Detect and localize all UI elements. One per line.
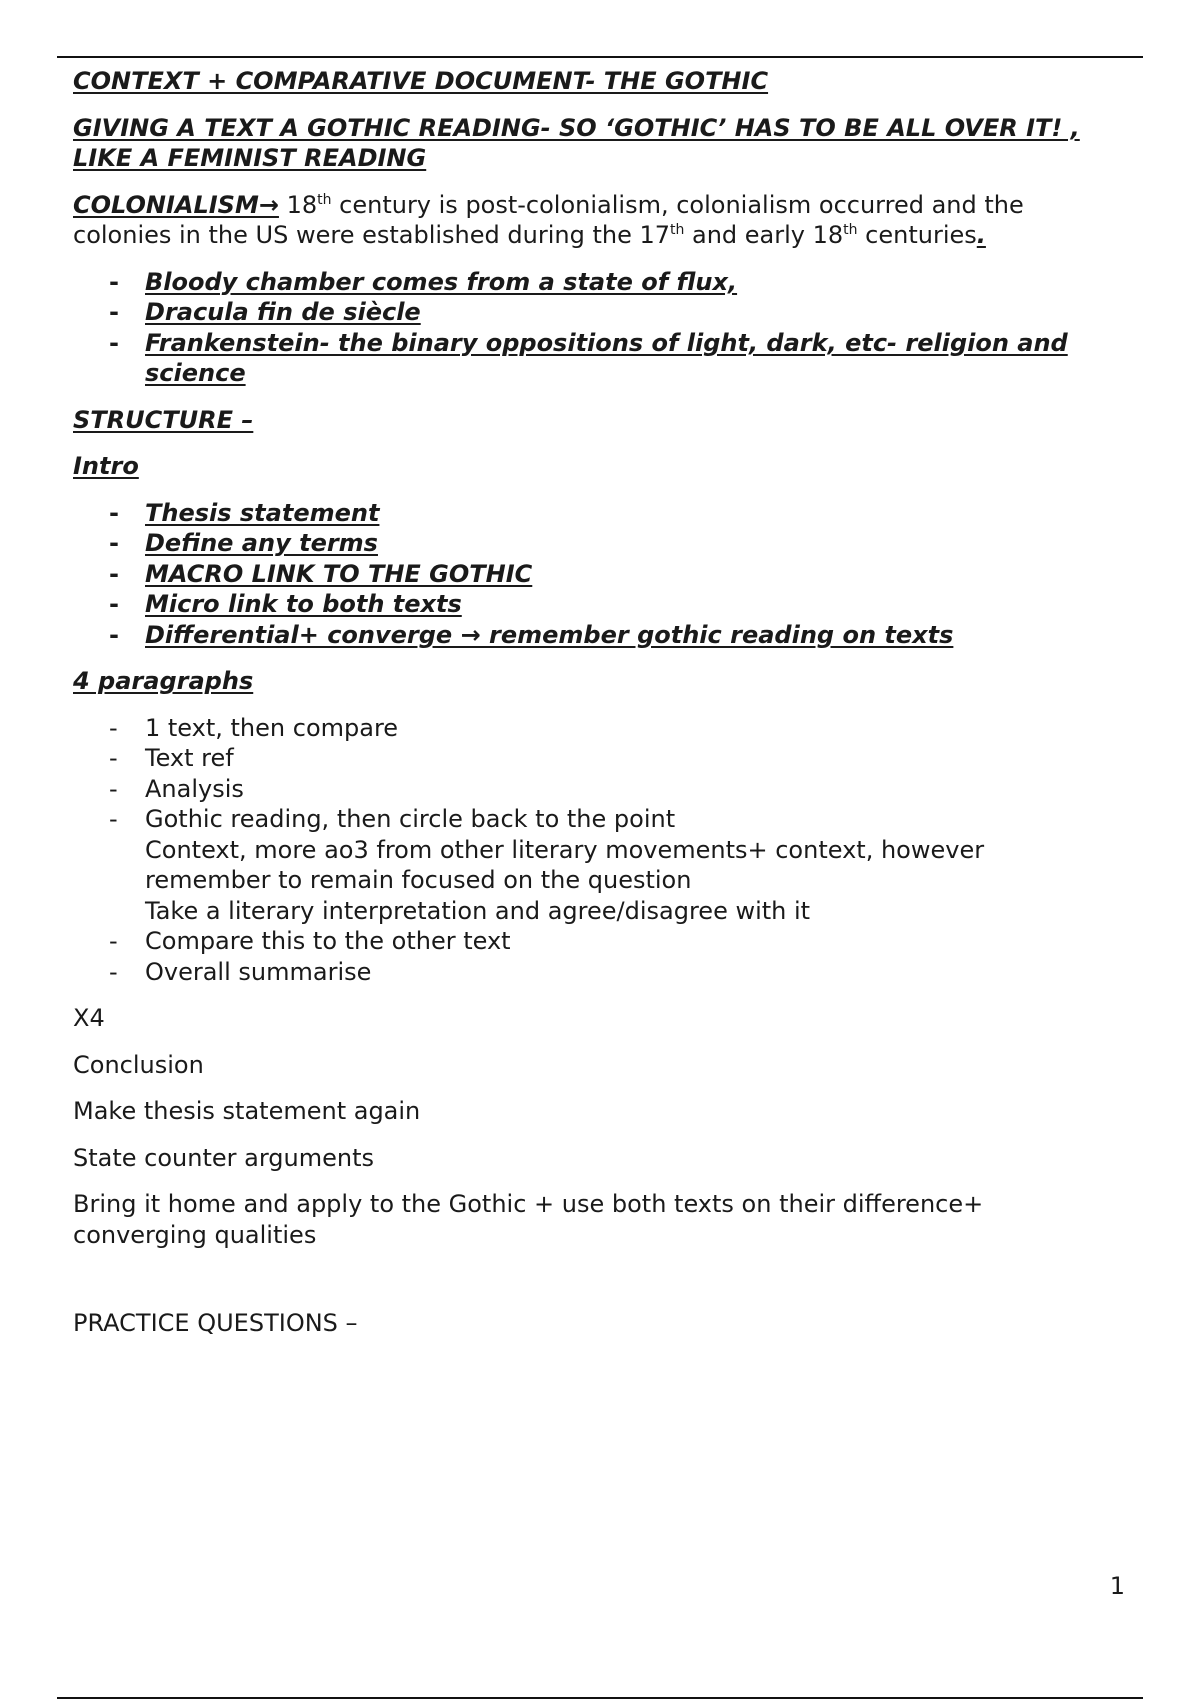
header-rule xyxy=(57,56,1143,58)
list-item xyxy=(73,774,1113,805)
document-subtitle: GIVING A TEXT A GOTHIC READING- SO ‘GOTHIC’ HAS TO BE ALL OVER IT! , LIKE A FEMINIST READING xyxy=(73,113,1080,172)
x4-label: X4 xyxy=(73,1004,105,1032)
list-item xyxy=(73,957,1113,988)
colonialism-text-1: century is post-colonialism, colonialism occurred and the colonies in the US were established during the 17 xyxy=(73,190,1024,249)
structure-heading: STRUCTURE – xyxy=(73,405,254,434)
bullet-text: Gothic reading, then circle back to the point xyxy=(145,805,676,833)
conclusion-line: Bring it home and apply to the Gothic + use both texts on their difference+ converging qualities xyxy=(73,1190,984,1249)
colonialism-text-3: centuries xyxy=(857,221,977,249)
list-item xyxy=(73,620,1113,651)
conclusion-line: Make thesis statement again xyxy=(73,1097,421,1125)
bullet-text: MACRO LINK TO THE GOTHIC xyxy=(145,559,533,588)
document-page xyxy=(73,66,1113,1355)
bullet-text: 1 text, then compare xyxy=(145,713,399,742)
superscript: th xyxy=(843,222,858,238)
list-item xyxy=(73,713,1113,744)
superscript: th xyxy=(317,191,332,208)
list-item xyxy=(73,743,1113,774)
practice-questions-heading: PRACTICE QUESTIONS – xyxy=(73,1309,358,1337)
intro-bullet-list xyxy=(73,498,1113,651)
list-item xyxy=(73,528,1113,559)
colonialism-paragraph xyxy=(73,190,1113,251)
superscript: th xyxy=(670,222,685,238)
colonialism-end: . xyxy=(976,221,986,249)
bullet-text: Dracula fin de siècle xyxy=(145,298,421,326)
bullet-text: Frankenstein- the binary oppositions of light, dark, etc- religion and science xyxy=(145,328,1068,387)
bullet-text: Compare this to the other text xyxy=(145,927,511,955)
document-title: CONTEXT + COMPARATIVE DOCUMENT- THE GOTHIC xyxy=(73,67,769,95)
list-item xyxy=(73,297,1113,328)
sub-line: Take a literary interpretation and agree/disagree with it xyxy=(145,896,811,925)
list-item xyxy=(73,328,1113,389)
colonialism-num: 18 xyxy=(286,190,318,219)
bullet-text: Differential+ converge → remember gothic reading on texts xyxy=(145,620,954,649)
conclusion-heading: Conclusion xyxy=(73,1050,204,1079)
bullet-text: Analysis xyxy=(145,774,244,803)
paragraph-bullet-list xyxy=(73,713,1113,988)
conclusion-line: State counter arguments xyxy=(73,1143,374,1172)
bullet-text: Overall summarise xyxy=(145,957,372,986)
list-item xyxy=(73,267,1113,298)
list-item xyxy=(73,804,1113,926)
sub-line: Context, more ao3 from other literary movements+ context, however remember to remain focused on the question xyxy=(145,835,985,894)
bullet-text: Thesis statement xyxy=(145,498,380,527)
bullet-text: Text ref xyxy=(145,744,234,772)
list-item xyxy=(73,559,1113,590)
bullet-text: Define any terms xyxy=(145,529,378,557)
bullet-text: Bloody chamber comes from a state of flux, xyxy=(145,267,738,296)
list-item xyxy=(73,589,1113,620)
context-bullet-list xyxy=(73,267,1113,389)
colonialism-label: COLONIALISM→ xyxy=(73,190,279,219)
footer-rule xyxy=(57,1697,1143,1699)
paragraphs-heading: 4 paragraphs xyxy=(73,667,254,695)
intro-heading: Intro xyxy=(73,452,139,480)
bullet-text: Micro link to both texts xyxy=(145,590,462,618)
colonialism-text-2: and early 18 xyxy=(684,221,844,249)
list-item xyxy=(73,498,1113,529)
spacer xyxy=(73,1266,1113,1308)
list-item xyxy=(73,926,1113,957)
page-number: 1 xyxy=(1109,1572,1125,1600)
